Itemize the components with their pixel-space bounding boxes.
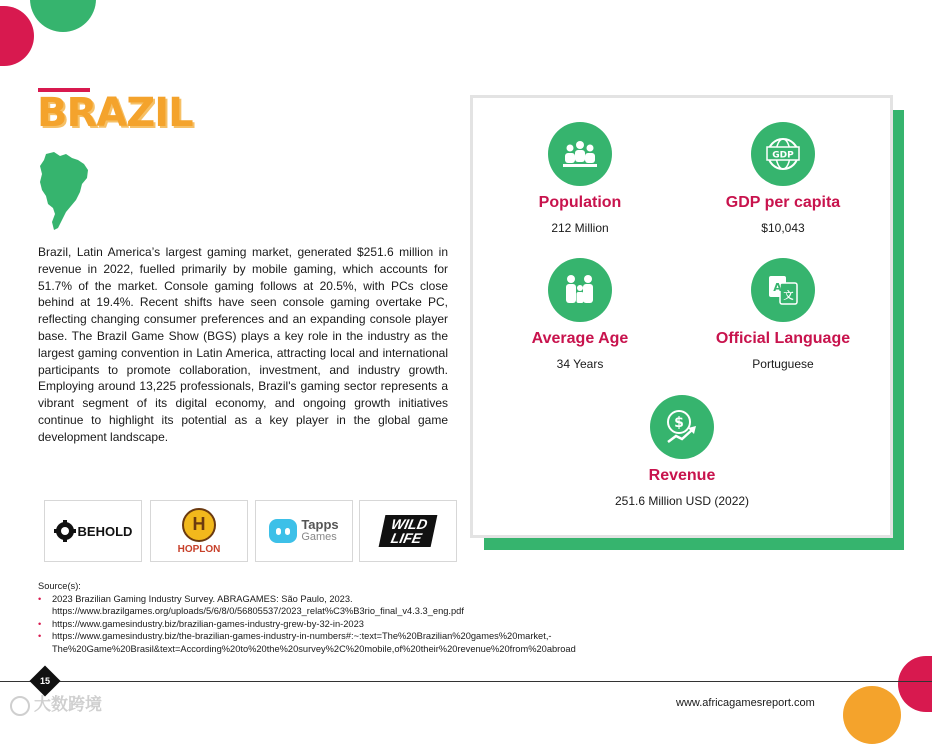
source-line: • 2023 Brazilian Gaming Industry Survey. ABRAGAMES: São Paulo, 2023. (52, 593, 353, 604)
gear-icon (54, 520, 76, 542)
corner-decoration-red (0, 6, 34, 66)
revenue-label: Revenue (648, 467, 716, 484)
sources-heading: Source(s): (38, 581, 81, 591)
page-title: BRAZIL (37, 90, 193, 136)
logo-tapps-games (255, 500, 353, 562)
source-item (38, 630, 898, 655)
average-age-label: Average Age (531, 330, 629, 347)
tapps-face-icon (269, 519, 297, 543)
hoplon-shield-icon (182, 508, 216, 542)
brazil-map-icon (38, 150, 90, 232)
logo-tapps-bottom: Games (301, 531, 337, 543)
stat-revenue (582, 395, 782, 508)
official-language-value: Portuguese (752, 357, 814, 371)
gdp-globe-icon (751, 122, 815, 186)
revenue-growth-icon (650, 395, 714, 459)
logo-wildlife (359, 500, 457, 562)
source-link-continued[interactable]: The%20Game%20Brasil&text=According%20to%20the%20survey%2C%20mobile,of%20their%20revenue%20from%20abroad (52, 643, 576, 654)
corner-decoration-green (30, 0, 96, 32)
gdp-label: GDP per capita (725, 194, 841, 211)
hoplon-mark: H (192, 514, 206, 534)
stat-official-language (683, 258, 883, 371)
average-age-value: 34 Years (556, 357, 604, 371)
logo-life-text: LIFE (389, 530, 424, 546)
stat-gdp (683, 122, 883, 235)
family-icon (548, 258, 612, 322)
logo-tapps-top: Tapps (301, 517, 339, 532)
country-description: Brazil, Latin America’s largest gaming market, generated $251.6 million in revenue in 2022, fuelled primarily by mobile gaming, which accounts for 51.7% of the market. Console gaming follows at 20.5%, with PCs close behind at 19.4%. Recent shifts have seen console gaming overtake PC, reflecting changing consumer preferences and an expanding console player base. The Brazil Game Show (BGS) plays a key role in the industry as the largest gaming convention in Latin America, attracting local and international participants to promote collaboration, investment, and industry growth. Employing around 13,225 professionals, Brazil's gaming sector represents a vibrant segment of its digital economy, and ongoing growth initiatives continue to highlight its potential as a key player in the global game development landscape. (38, 245, 448, 444)
source-item (38, 618, 898, 631)
logo-hoplon-text: HOPLON (177, 543, 221, 555)
logo-behold-text: BEHOLD (77, 523, 133, 539)
population-label: Population (538, 194, 622, 211)
watermark-logo-icon (10, 696, 30, 716)
sources-section (38, 580, 898, 656)
logo-wild-text: WILD (389, 516, 430, 532)
sources-list (38, 593, 898, 656)
people-icon (548, 122, 612, 186)
gdp-value: $10,043 (761, 221, 805, 235)
source-link[interactable]: • https://www.gamesindustry.biz/the-brazilian-games-industry-in-numbers#:~:text=The%20Brazilian%20games%20market,- (52, 631, 552, 642)
translate-icon (751, 258, 815, 322)
official-language-label: Official Language (715, 330, 851, 347)
revenue-value: 251.6 Million USD (2022) (614, 494, 750, 508)
page-number: 15 (39, 676, 50, 686)
watermark (10, 690, 102, 716)
source-item (38, 593, 898, 618)
revenue-icon-symbol: $ (674, 415, 684, 431)
corner-decoration-red-bottom (898, 656, 932, 712)
source-link[interactable]: https://www.brazilgames.org/uploads/5/6/8/0/56805537/2023_relat%C3%B3rio_final_v4.3.3_eng.pdf (52, 606, 464, 617)
stat-population (480, 122, 680, 235)
footer-website-link[interactable]: www.africagamesreport.com (676, 697, 815, 709)
translate-icon-a: A (773, 281, 782, 294)
footer-divider (0, 681, 932, 682)
stat-average-age (480, 258, 680, 371)
logo-behold (44, 500, 142, 562)
watermark-text: 大数跨境 (34, 695, 102, 714)
gdp-icon-text: GDP (772, 150, 794, 161)
population-value: 212 Million (551, 221, 609, 235)
source-link[interactable]: • https://www.gamesindustry.biz/brazilian-games-industry-grew-by-32-in-2023 (52, 618, 364, 629)
logo-hoplon (150, 500, 248, 562)
corner-decoration-orange-bottom (843, 686, 901, 744)
translate-icon-b: 文 (783, 291, 794, 302)
